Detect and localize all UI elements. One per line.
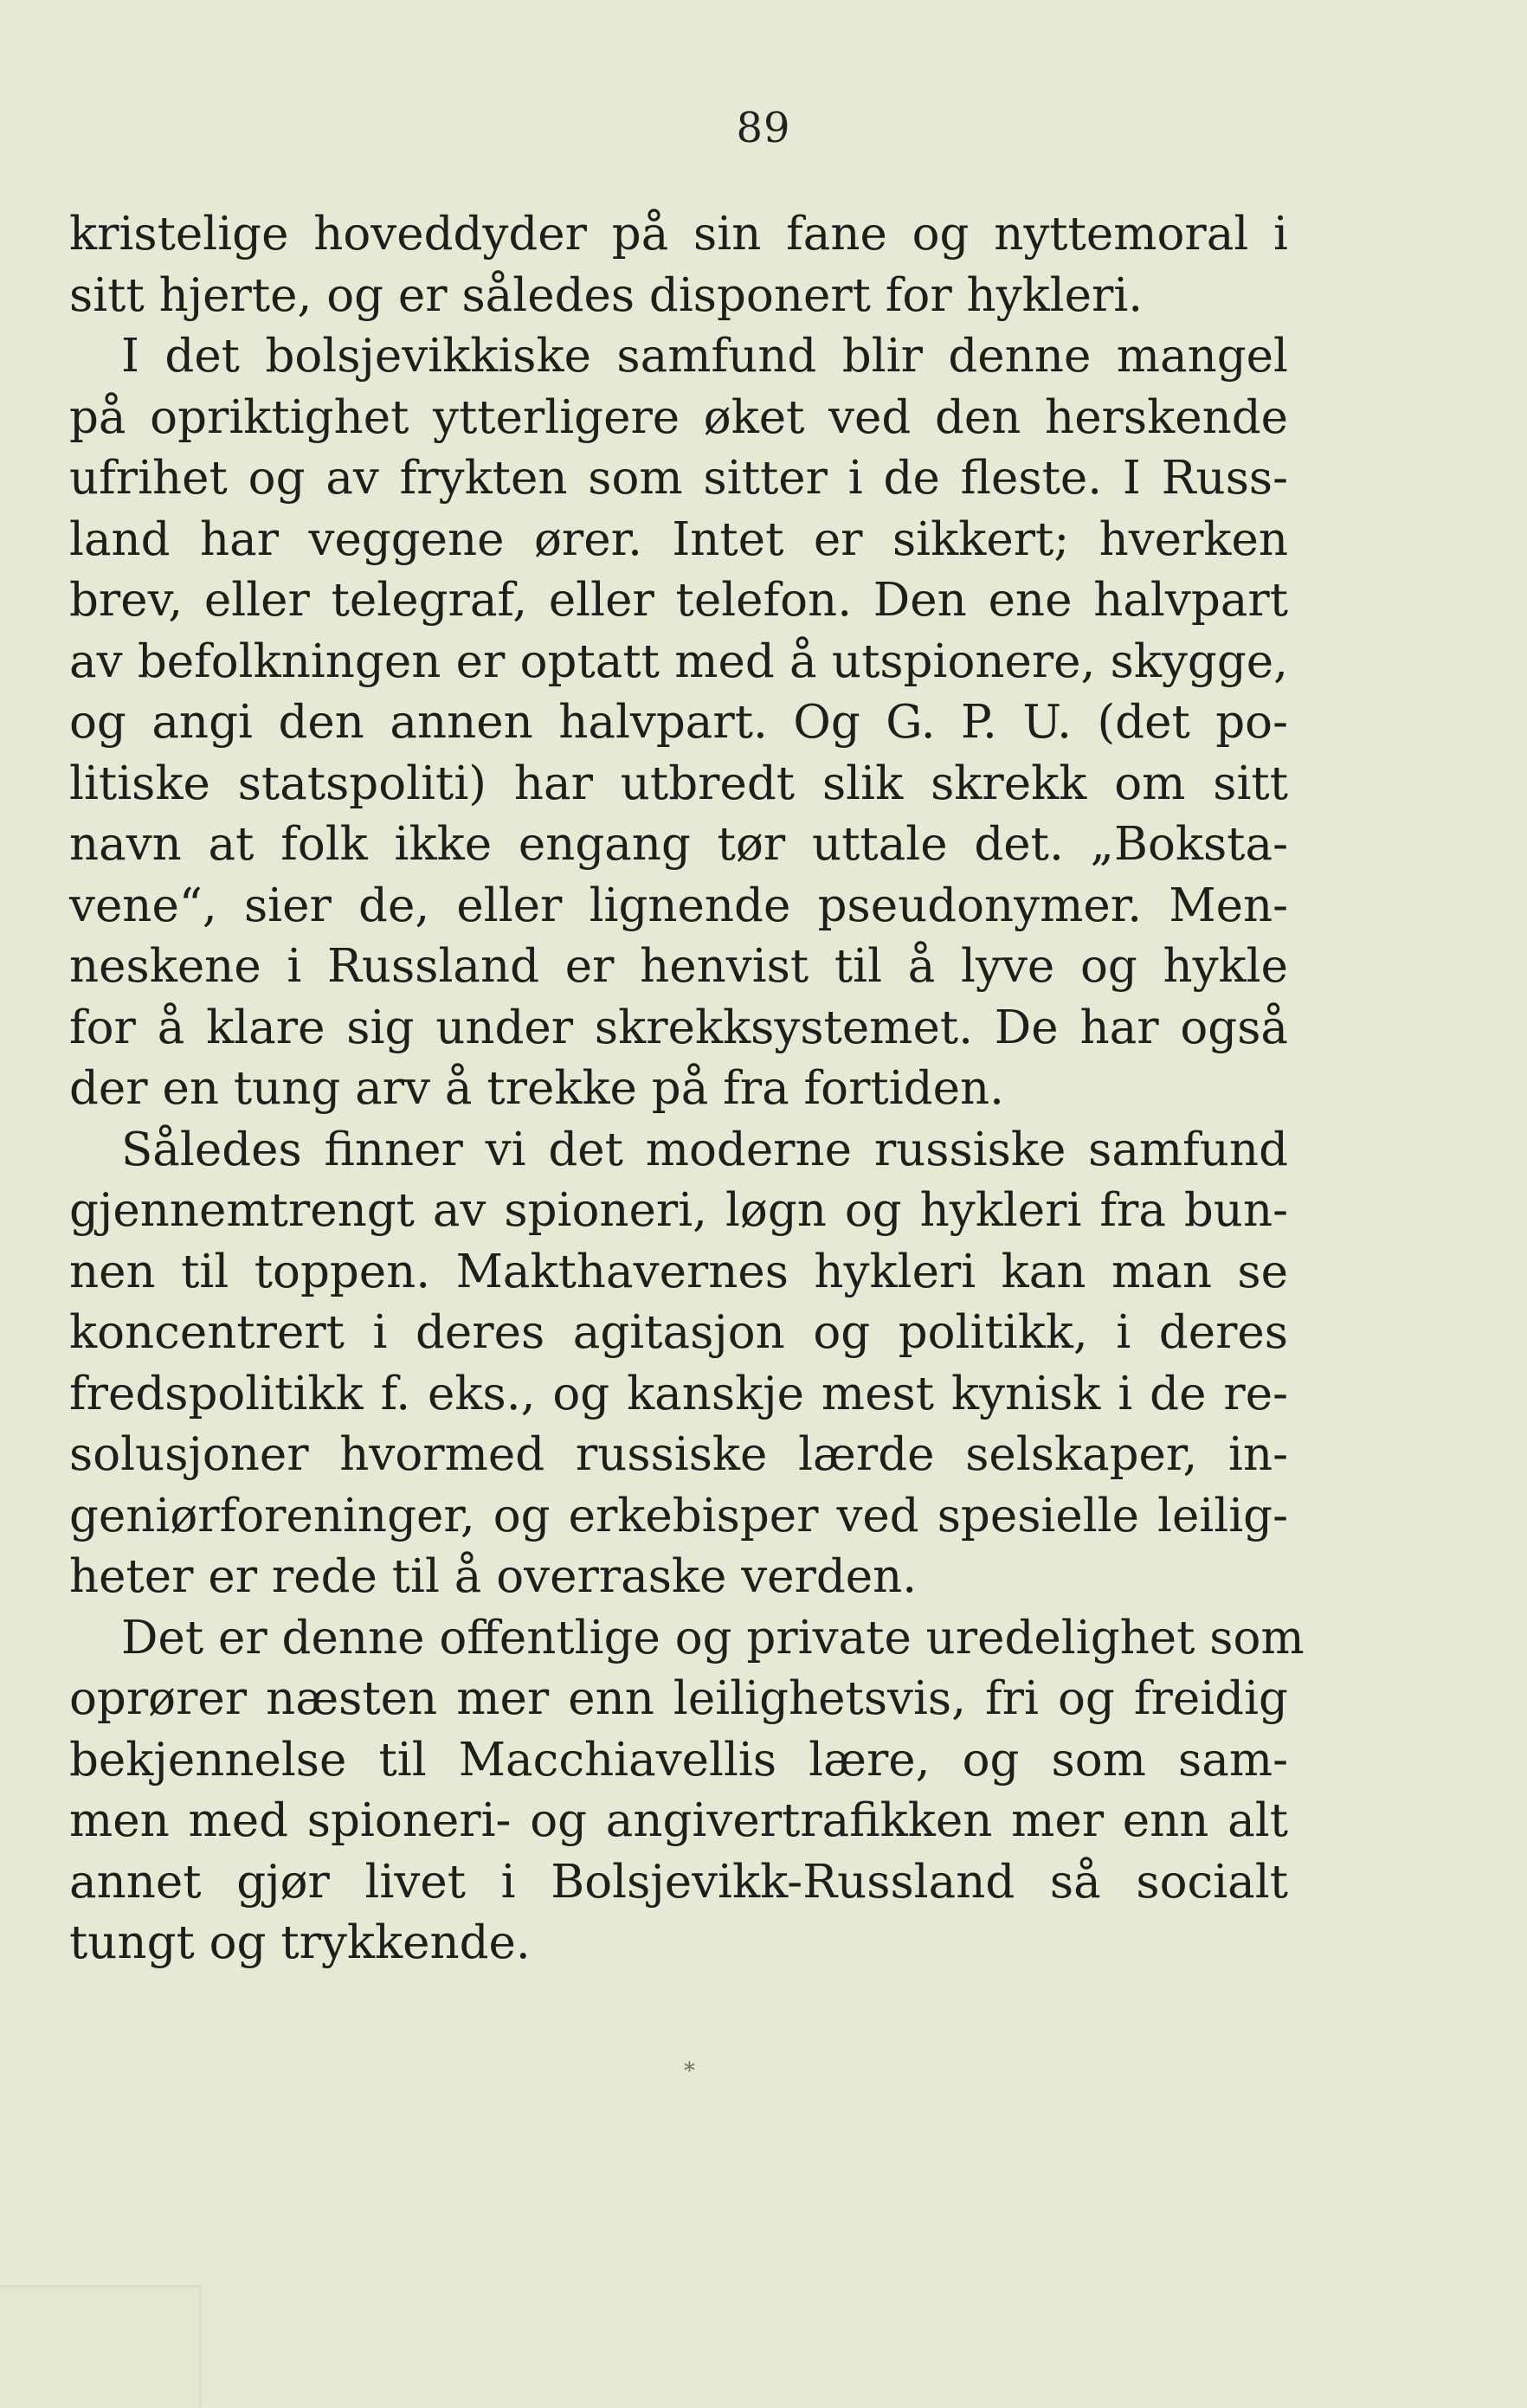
- text-line: oprører næsten mer enn leilighetsvis, fri og freidig: [69, 1672, 1288, 1725]
- text-line: av befolkningen er optatt med å utspionere, skygge,: [69, 634, 1288, 688]
- section-ornament: *: [684, 2058, 695, 2084]
- text-line: Således finner vi det moderne russiske samfund: [121, 1123, 1288, 1176]
- text-line: gjennemtrengt av spioneri, løgn og hykleri fra bun-: [69, 1184, 1288, 1237]
- text-line: på opriktighet ytterligere øket ved den herskende: [69, 390, 1288, 444]
- text-line: neskene i Russland er henvist til å lyve og hykle: [69, 940, 1288, 993]
- text-line: for å klare sig under skrekksystemet. De har også: [69, 1001, 1288, 1054]
- text-line: og angi den annen halvpart. Og G. P. U. (det po-: [69, 696, 1288, 749]
- text-line: ufrihet og av frykten som sitter i de fleste. I Russ-: [69, 452, 1288, 505]
- text-line: kristelige hoveddyder på sin fane og nyttemoral i: [69, 208, 1288, 261]
- text-line: der en tung arv å trekke på fra fortiden.: [69, 1062, 1004, 1115]
- text-line: solusjoner hvormed russiske lærde selskaper, in-: [69, 1428, 1288, 1481]
- text-line: sitt hjerte, og er således disponert for hykleri.: [69, 268, 1144, 322]
- text-line: nen til toppen. Makthavernes hykleri kan man se: [69, 1245, 1288, 1298]
- text-line: litiske statspoliti) har utbredt slik skrekk om sitt: [69, 757, 1288, 810]
- text-line: annet gjør livet i Bolsjevikk-Russland så socialt: [69, 1855, 1288, 1909]
- text-line: bekjennelse til Macchiavellis lære, og som sam-: [69, 1733, 1288, 1787]
- text-line: I det bolsjevikkiske samfund blir denne mangel: [121, 330, 1288, 383]
- text-line: geniørforeninger, og erkebisper ved spesielle leilig-: [69, 1489, 1288, 1542]
- text-line: vene“, sier de, eller lignende pseudonymer. Men-: [69, 879, 1288, 932]
- body-text: [69, 204, 1305, 1974]
- text-line: koncentrert i deres agitasjon og politikk, i deres: [69, 1306, 1288, 1359]
- text-line: fredspolitikk f. eks., og kanskje mest kynisk i de re-: [69, 1367, 1288, 1420]
- text-line: heter er rede til å overraske verden.: [69, 1550, 918, 1603]
- text-line: Det er denne offentlige og private uredelighet som: [121, 1611, 1305, 1664]
- page-number: 89: [736, 104, 791, 152]
- text-line: brev, eller telegraf, eller telefon. Den ene halvpart: [69, 574, 1288, 627]
- text-line: tungt og trykkende.: [69, 1916, 531, 1969]
- text-line: land har veggene ører. Intet er sikkert; hverken: [69, 512, 1288, 566]
- scan-corner-artifact: [0, 2285, 202, 2408]
- text-line: men med spioneri- og angivertrafikken mer enn alt: [69, 1794, 1288, 1847]
- text-line: navn at folk ikke engang tør uttale det. „Boksta-: [69, 818, 1288, 871]
